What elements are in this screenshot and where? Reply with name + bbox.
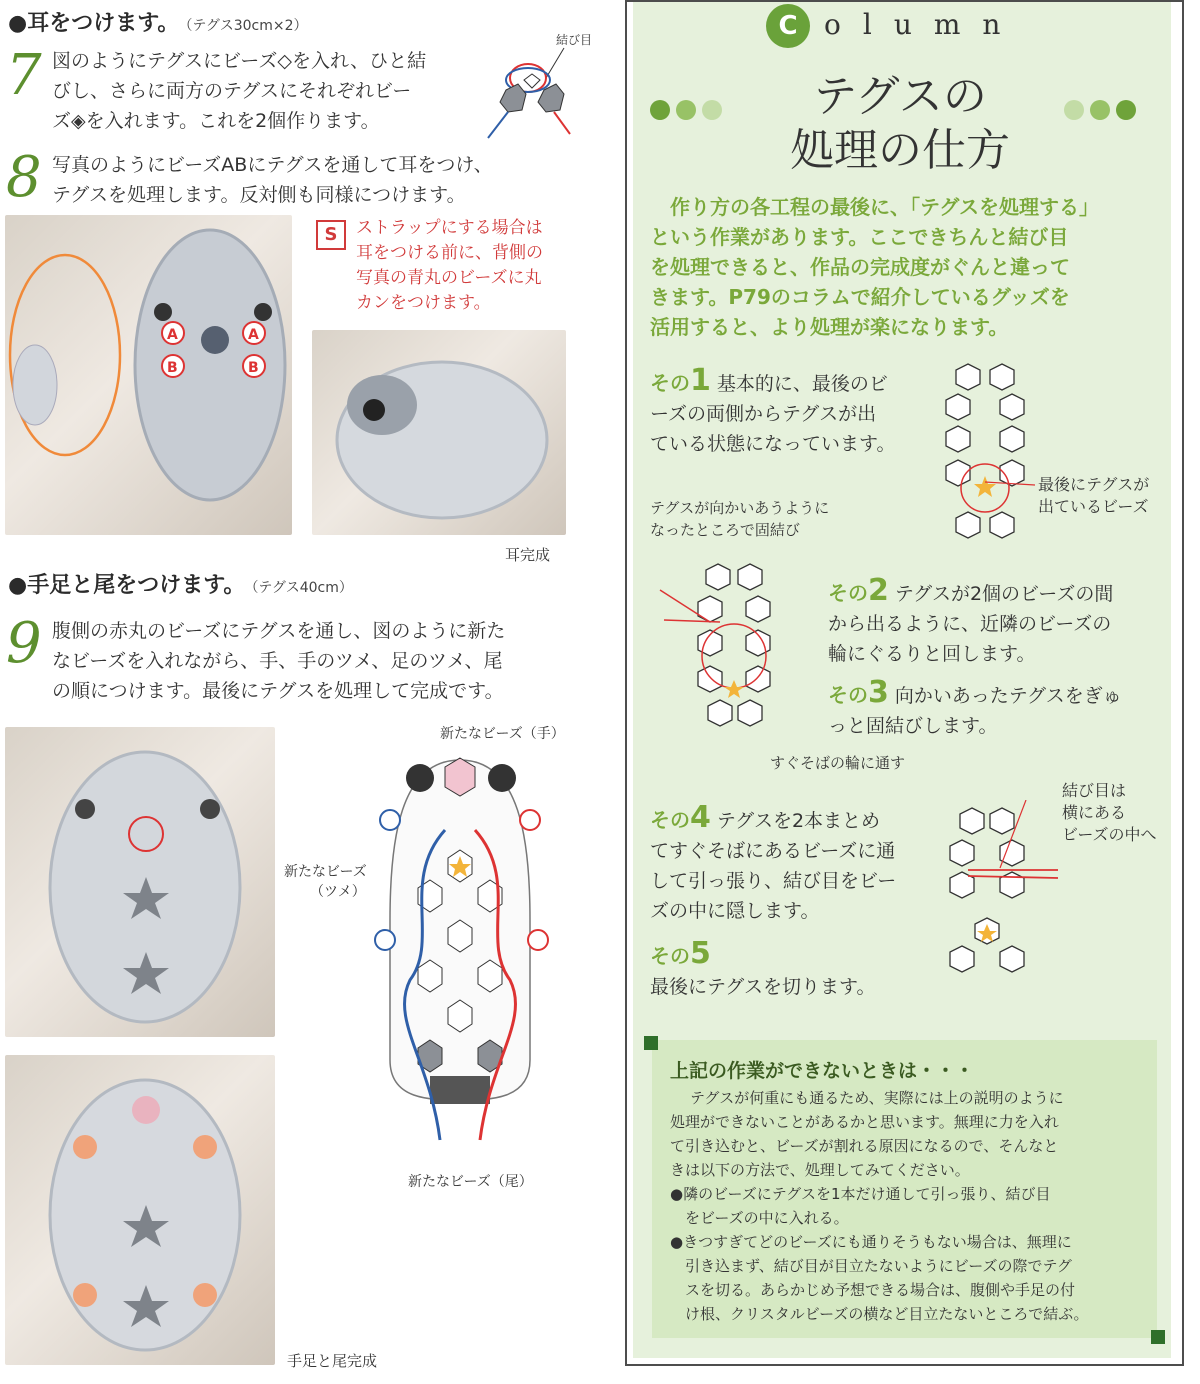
section-limbs-sub: （テグス40cm） xyxy=(251,580,353,596)
col-step-2-top-callout xyxy=(650,497,880,541)
dot xyxy=(1064,100,1084,120)
label-claw-2: （ツメ） xyxy=(310,884,366,900)
eye-right xyxy=(200,799,220,819)
thread-red xyxy=(968,876,1058,878)
dot xyxy=(1090,100,1110,120)
col-step-3-line: っと固結びします。 xyxy=(828,715,998,737)
troubleshoot-title: 上記の作業ができないときは・・・ xyxy=(670,1060,975,1082)
troubleshoot-box xyxy=(652,1040,1157,1338)
col-step-1-line: ている状態になっています。 xyxy=(650,433,896,455)
col-step-2-line: 輪にぐるりと回します。 xyxy=(828,643,1036,665)
photo-belly xyxy=(5,727,275,1037)
step-8-text xyxy=(52,150,592,210)
col-step-4-line: して引っ張り、結び目をビー xyxy=(650,870,897,892)
photo-limbs xyxy=(5,1055,275,1365)
dot xyxy=(676,100,696,120)
star-marker xyxy=(724,680,744,698)
col-step-5-line: 最後にテグスを切ります。 xyxy=(650,976,876,998)
col-step-1-diagram xyxy=(940,360,1035,550)
strap-note xyxy=(316,220,346,250)
callout-line: なったところで固結び xyxy=(650,521,800,539)
col-step-1-text xyxy=(650,363,940,459)
intro-line: きます。P79のコラムで紹介しているグッズを xyxy=(650,285,1070,309)
col-step-4-text xyxy=(650,800,940,926)
troubleshoot-line: テグスが何重にも通るため、実際には上の説明のように xyxy=(690,1089,1064,1107)
claw-bead xyxy=(528,930,548,950)
col-step-4-line: てすぐそばにあるビーズに通 xyxy=(650,840,896,862)
col-step-4-diagram xyxy=(940,800,1070,995)
callout-line: 横にある xyxy=(1062,803,1127,822)
troubleshoot-line: 処理ができないことがあるかと思います。無理に力を入れ xyxy=(670,1113,1059,1131)
step-7-number: 7 xyxy=(6,43,42,108)
orange-bead xyxy=(73,1135,97,1159)
step-7-line: ズ◈を入れます。これを2個作ります。 xyxy=(52,110,380,132)
strap-note-line: 耳をつける前に、背側の xyxy=(356,243,543,263)
column-intro xyxy=(650,192,1160,342)
bead-left xyxy=(500,84,526,112)
dot xyxy=(1116,100,1136,120)
photo-ear-complete-art xyxy=(312,330,566,535)
eye-right xyxy=(488,764,516,792)
step-8-number: 8 xyxy=(6,145,42,210)
caption-ear-complete: 耳完成 xyxy=(505,546,551,564)
photo-belly-art xyxy=(5,727,275,1037)
col-step-2-text xyxy=(828,573,1158,669)
troubleshoot-line: け根、クリスタルビーズの横など目立たないところで結ぶ。 xyxy=(670,1305,1089,1323)
col-step-1-line: 基本的に、最後のビ xyxy=(716,373,888,395)
section-limbs-title: ●手足と尾をつけます。 xyxy=(8,573,246,598)
step-9-line: なビーズを入れながら、手、手のツメ、足のツメ、尾 xyxy=(52,650,503,672)
orange-bead xyxy=(193,1283,217,1307)
dots-right xyxy=(1064,100,1142,124)
eye-bead-left xyxy=(154,303,172,321)
col-step-3-text xyxy=(828,675,1158,741)
callout-line: 出ているビーズ xyxy=(1038,497,1149,516)
dot xyxy=(702,100,722,120)
strap-note-line: 写真の青丸のビーズに丸 xyxy=(356,268,542,288)
step-8-line: テグスを処理します。反対側も同様につけます。 xyxy=(52,184,466,206)
dots-left xyxy=(650,100,728,124)
intro-line: を処理できると、作品の完成度がぐんと違って xyxy=(650,255,1070,279)
step-7-line: びし、さらに両方のテグスにそれぞれビー xyxy=(52,80,412,102)
photo-limbs-art xyxy=(5,1055,275,1365)
photo-ear-attach xyxy=(5,215,292,535)
troubleshoot-body xyxy=(670,1086,1150,1326)
label-claw-1: 新たなビーズ xyxy=(284,864,367,880)
col-step-2-line: から出るように、近隣のビーズの xyxy=(828,613,1112,635)
label-hand: 新たなビーズ（手） xyxy=(440,726,565,742)
label-b-right-text: B xyxy=(248,360,259,376)
step-7-text xyxy=(52,46,482,136)
knot-label: 結び目 xyxy=(556,33,593,47)
step-9-diagram xyxy=(280,720,605,1200)
photo-ear-complete xyxy=(312,330,566,535)
orange-bead xyxy=(73,1283,97,1307)
troubleshoot-line: スを切る。あらかじめ予想できる場合は、腹側や手足の付 xyxy=(670,1281,1076,1299)
col-step-4-line: ズの中に隠します。 xyxy=(650,900,820,922)
eye-left xyxy=(406,764,434,792)
step-7-line: 図のようにテグスにビーズ◇を入れ、ひと結 xyxy=(52,50,427,72)
claw-bead xyxy=(375,930,395,950)
column-badge: C xyxy=(766,4,810,48)
center-bead xyxy=(201,326,229,354)
label-tail: 新たなビーズ（尾） xyxy=(408,1174,533,1190)
column-word: olumn xyxy=(824,8,1023,41)
intro-line: という作業があります。ここできちんと結び目 xyxy=(650,225,1069,249)
knot-leader-line xyxy=(546,48,564,78)
col-step-5-label: その5 xyxy=(650,936,711,971)
label-a-right-text: A xyxy=(248,327,259,343)
section-limbs-heading xyxy=(8,568,353,599)
col-step-3-line: 向かいあったテグスをぎゅ xyxy=(894,685,1122,707)
eye-left xyxy=(75,799,95,819)
troubleshoot-line: ●きつすぎてどのビーズにも通りそうもない場合は、無理に xyxy=(670,1233,1072,1251)
col-step-2-label: その2 xyxy=(828,573,889,608)
photo-ear-attach-art xyxy=(5,215,292,535)
callout-line: ビーズの中へ xyxy=(1062,825,1157,844)
col-step-4-label: その4 xyxy=(650,800,711,835)
step-9-line: の順につけます。最後にテグスを処理して完成です。 xyxy=(52,680,504,702)
red-loop xyxy=(702,624,766,688)
step-9-number: 9 xyxy=(6,611,42,676)
intro-line: 作り方の各工程の最後に、「テグスを処理する」 xyxy=(670,195,1099,219)
corner-mark xyxy=(1151,1330,1165,1344)
col-step-1-label: その1 xyxy=(650,363,711,398)
troubleshoot-line: をビーズの中に入れる。 xyxy=(670,1209,849,1227)
col-step-3-label: その3 xyxy=(828,675,889,710)
section-ears-sub: （テグス30cm×2） xyxy=(185,18,308,34)
strap-note-badge: S xyxy=(316,220,346,250)
step-7-diagram xyxy=(478,28,598,148)
troubleshoot-line: きは以下の方法で、処理してみてください。 xyxy=(670,1161,970,1179)
orange-bead xyxy=(193,1135,217,1159)
strap-note-line: カンをつけます。 xyxy=(356,293,491,313)
col-step-4-line: テグスを2本まとめ xyxy=(716,810,881,832)
eye-bead xyxy=(363,399,385,421)
intro-line: 活用すると、より処理が楽になります。 xyxy=(650,315,1009,339)
column-title-line: テグスの xyxy=(813,71,987,122)
column-title xyxy=(740,70,1060,178)
col-step-4-callout xyxy=(1062,780,1182,846)
claw-bead xyxy=(380,810,400,830)
col-step-1-line: ーズの両側からテグスが出 xyxy=(650,403,877,425)
thread-red xyxy=(554,112,570,134)
col-step-2-diagram xyxy=(650,550,810,750)
thread-blue xyxy=(488,112,508,138)
strap-note-text xyxy=(356,216,596,316)
strap-note-line: ストラップにする場合は xyxy=(356,218,543,238)
troubleshoot-line: ●隣のビーズにテグスを1本だけ通して引っ張り、結び目 xyxy=(670,1185,1051,1203)
label-a-left-text: A xyxy=(167,327,178,343)
bead-diamond xyxy=(524,74,540,88)
callout-line: 結び目は xyxy=(1062,781,1127,800)
dot xyxy=(650,100,670,120)
step-9-line: 腹側の赤丸のビーズにテグスを通し、図のように新た xyxy=(52,620,506,642)
col-step-2-bottom-callout: すぐそばの輪に通す xyxy=(770,754,906,772)
troubleshoot-line: 引き込まず、結び目が目立たないようにビーズの際でテグ xyxy=(670,1257,1072,1275)
step-8-line: 写真のようにビーズABにテグスを通して耳をつけ、 xyxy=(52,154,493,176)
section-ears-heading xyxy=(8,6,308,37)
tail-beads xyxy=(430,1076,490,1104)
column-title-line: 処理の仕方 xyxy=(790,125,1010,176)
star-marker xyxy=(974,476,996,497)
claw-bead xyxy=(520,810,540,830)
col-step-1 xyxy=(650,363,940,459)
caption-limbs-complete: 手足と尾完成 xyxy=(287,1352,378,1370)
callout-line: 最後にテグスが xyxy=(1038,475,1150,494)
eye-bead-right xyxy=(254,303,272,321)
section-ears-title: ●耳をつけます。 xyxy=(8,11,180,36)
ear-beads xyxy=(13,345,57,425)
troubleshoot-line: て引き込むと、ビーズが割れる原因になるので、そんなと xyxy=(670,1137,1059,1155)
corner-mark xyxy=(644,1036,658,1050)
col-step-2-line: テグスが2個のビーズの間 xyxy=(894,583,1114,605)
step-9-text xyxy=(52,616,592,706)
pink-bead xyxy=(132,1096,160,1124)
label-b-left-text: B xyxy=(167,360,178,376)
col-step-1-callout xyxy=(1038,474,1168,518)
callout-line: テグスが向かいあうように xyxy=(650,499,830,517)
